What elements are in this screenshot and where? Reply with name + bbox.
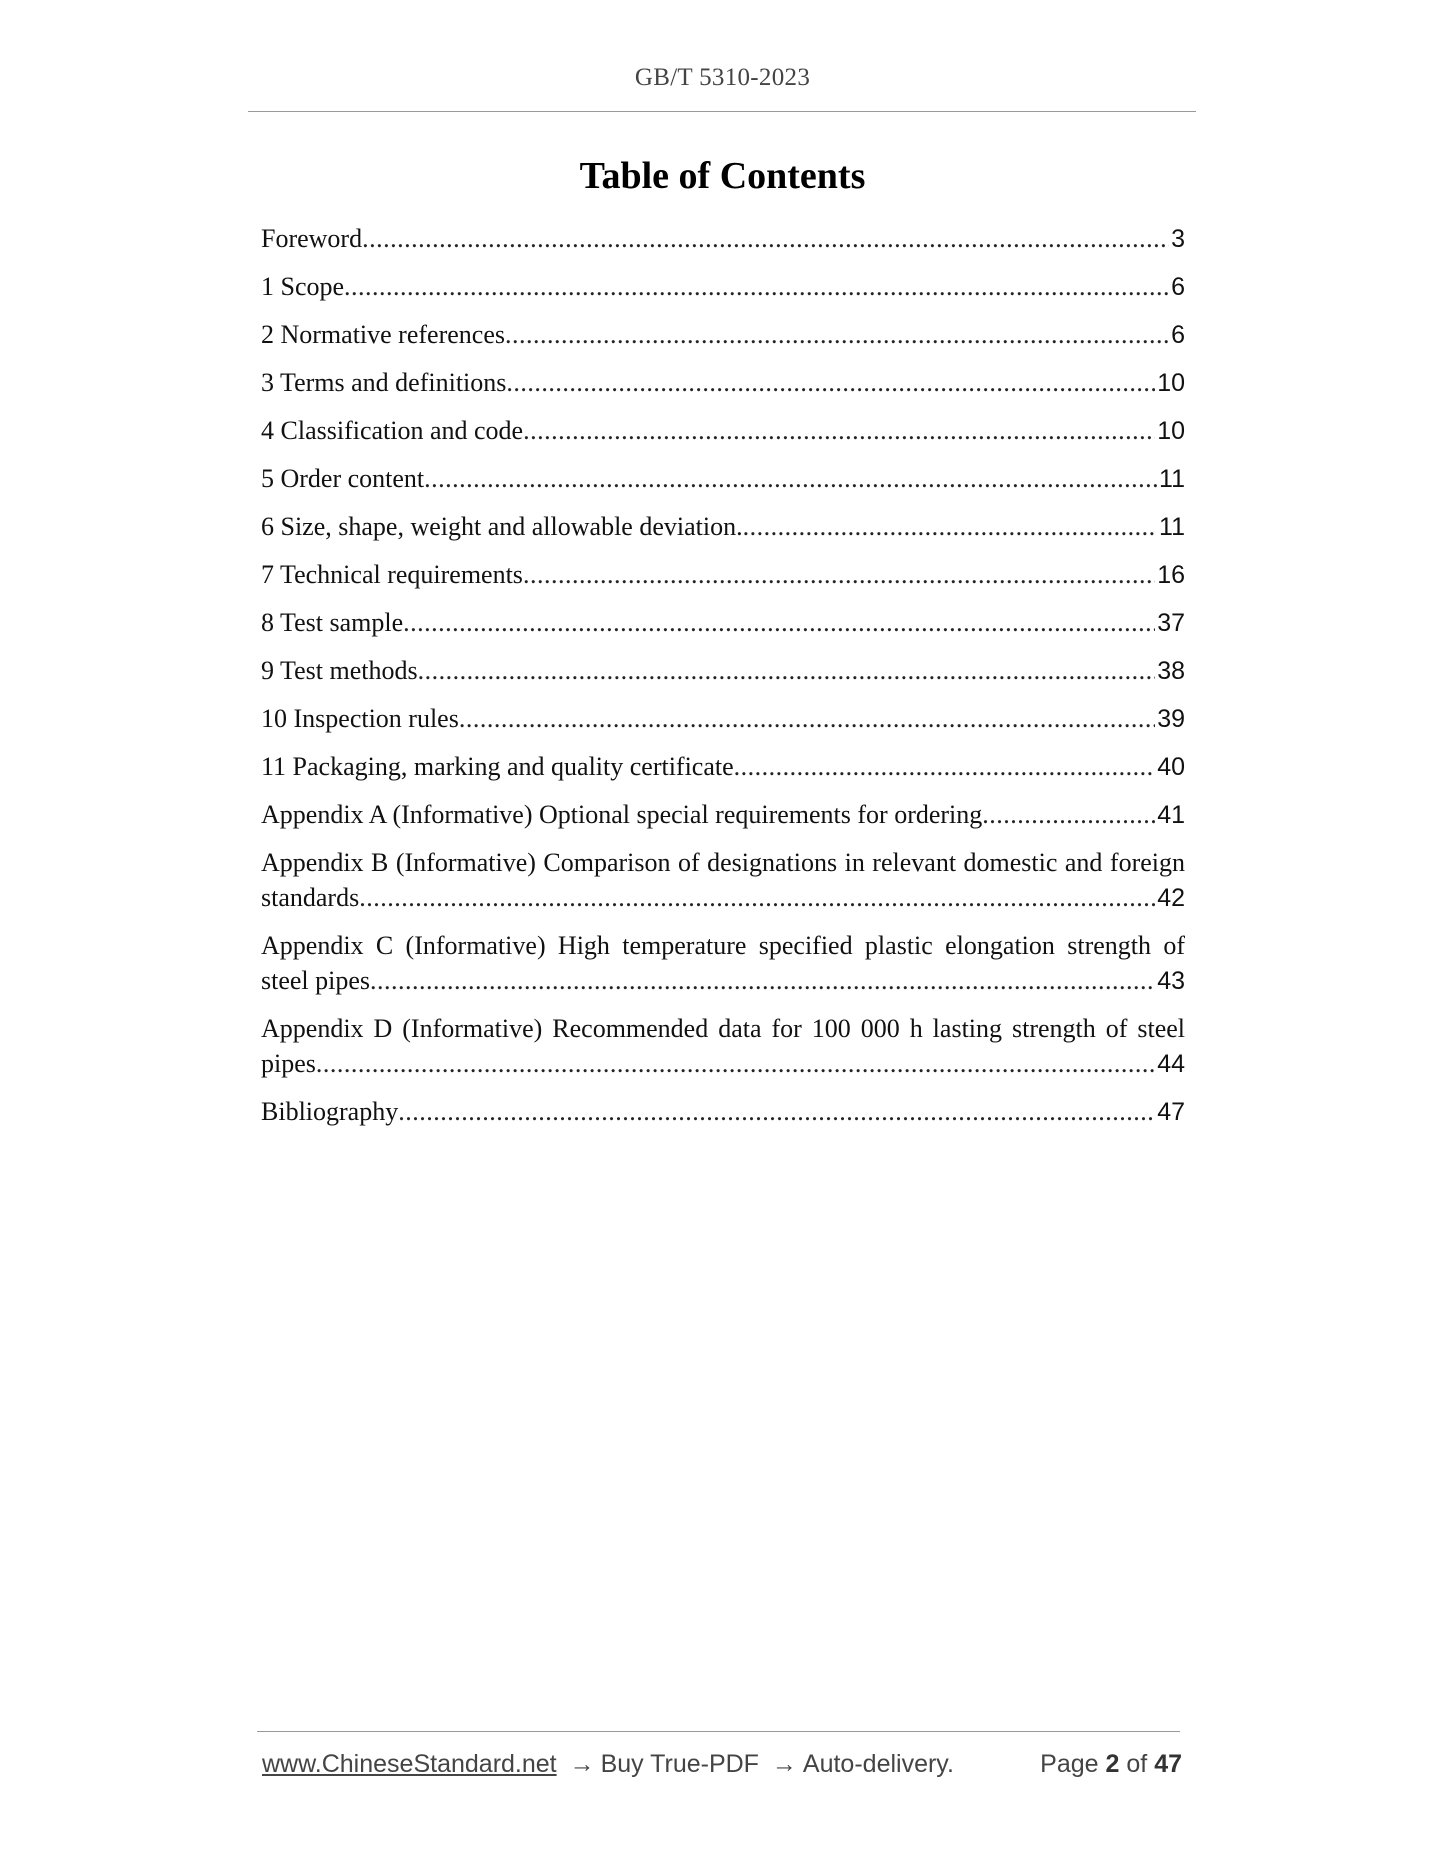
toc-entry-appendix-a[interactable] [261, 797, 1185, 832]
toc-entry-page: 6 [1171, 321, 1185, 349]
total-pages: 47 [1154, 1750, 1182, 1778]
running-header: GB/T 5310-2023 [634, 64, 811, 91]
dot-leader [505, 317, 1169, 352]
dot-leader [459, 701, 1155, 736]
site-link[interactable]: www.ChineseStandard.net [262, 1750, 557, 1778]
toc-entry-page: 16 [1157, 561, 1185, 589]
toc-entry-page: 44 [1157, 1050, 1185, 1078]
header-divider [248, 111, 1196, 112]
current-page: 2 [1105, 1750, 1120, 1778]
toc-entry-page: 6 [1171, 273, 1185, 301]
page-title: Table of Contents [579, 155, 866, 197]
toc-entry-test-methods[interactable] [261, 653, 1185, 688]
toc-entry-appendix-d[interactable] [261, 1011, 1185, 1081]
toc-entry-label: 3 Terms and definitions [261, 368, 507, 397]
dot-leader [359, 880, 1155, 915]
dot-leader [344, 269, 1169, 304]
toc-entry-page: 43 [1157, 967, 1185, 995]
dot-leader [418, 653, 1156, 688]
toc-entry-size-shape-weight[interactable] [261, 509, 1185, 544]
toc-entry-page: 39 [1157, 705, 1185, 733]
toc-entry-label: Foreword [261, 224, 363, 253]
toc-entry-page: 38 [1157, 657, 1185, 685]
page-indicator [1040, 1750, 1182, 1779]
footer-divider [257, 1731, 1180, 1732]
toc-entry-label-line2: pipes [261, 1049, 316, 1078]
toc-entry-label: 8 Test sample [261, 608, 404, 637]
toc-entry-page: 10 [1157, 369, 1185, 397]
dot-leader [743, 509, 1157, 544]
toc-entry-inspection-rules[interactable] [261, 701, 1185, 736]
toc-entry-page: 3 [1171, 225, 1185, 253]
delivery-text: Auto-delivery. [802, 1750, 954, 1778]
toc-entry-page: 10 [1157, 417, 1185, 445]
toc-entry-label-line1: Appendix B (Informative) Comparison of designations in relevant domestic and foreign [261, 848, 1185, 877]
toc-entry-label: 10 Inspection rules [261, 704, 459, 733]
toc-entry-label: Bibliography [261, 1097, 399, 1126]
toc-entry-label-line2: standards [261, 883, 360, 912]
toc-entry-page: 11 [1159, 465, 1185, 493]
toc-entry-label: 2 Normative references [261, 320, 505, 349]
toc-entry-label-line2: steel pipes [261, 966, 371, 995]
toc-entry-bibliography[interactable] [261, 1094, 1185, 1129]
buy-text: Buy True-PDF [600, 1750, 759, 1778]
toc-entry-scope[interactable] [261, 269, 1185, 304]
toc-entry-label: 7 Technical requirements [261, 560, 523, 589]
table-of-contents [261, 221, 1185, 1142]
toc-entry-label: 11 Packaging, marking and quality certificate [261, 752, 734, 781]
toc-entry-label: 5 Order content [261, 464, 425, 493]
toc-entry-label: 4 Classification and code [261, 416, 524, 445]
dot-leader [370, 963, 1155, 998]
toc-entry-terms-and-definitions[interactable] [261, 365, 1185, 400]
toc-entry-foreword[interactable] [261, 221, 1185, 256]
toc-entry-packaging-marking[interactable] [261, 749, 1185, 784]
arrow-right-icon: → [569, 1750, 595, 1778]
dot-leader [316, 1046, 1155, 1081]
dot-leader [506, 365, 1155, 400]
of-word: of [1126, 1750, 1148, 1778]
toc-entry-normative-references[interactable] [261, 317, 1185, 352]
toc-entry-page: 41 [1157, 801, 1185, 829]
toc-entry-page: 40 [1157, 753, 1185, 781]
toc-entry-label-line1: Appendix C (Informative) High temperature specified plastic elongation strength of [261, 931, 1185, 960]
toc-entry-page: 42 [1157, 884, 1185, 912]
toc-entry-page: 11 [1159, 513, 1185, 541]
toc-entry-appendix-c[interactable] [261, 928, 1185, 998]
dot-leader [523, 413, 1155, 448]
dot-leader [424, 461, 1157, 496]
arrow-right-icon: → [771, 1750, 797, 1778]
footer-promo [262, 1750, 954, 1779]
toc-entry-page: 37 [1157, 609, 1185, 637]
dot-leader [398, 1094, 1155, 1129]
toc-entry-classification-and-code[interactable] [261, 413, 1185, 448]
toc-entry-label-line1: Appendix D (Informative) Recommended data for 100 000 h lasting strength of steel [261, 1014, 1185, 1043]
toc-entry-label: Appendix A (Informative) Optional special requirements for ordering [261, 800, 983, 829]
dot-leader [362, 221, 1169, 256]
page-footer [262, 1750, 1182, 1779]
dot-leader [734, 749, 1156, 784]
toc-entry-page: 47 [1157, 1098, 1185, 1126]
toc-entry-order-content[interactable] [261, 461, 1185, 496]
toc-entry-appendix-b[interactable] [261, 845, 1185, 915]
dot-leader [982, 797, 1155, 832]
dot-leader [403, 605, 1155, 640]
toc-entry-technical-requirements[interactable] [261, 557, 1185, 592]
dot-leader [523, 557, 1155, 592]
toc-entry-label: 9 Test methods [261, 656, 418, 685]
page-word: Page [1040, 1750, 1099, 1778]
toc-entry-label: 1 Scope [261, 272, 345, 301]
toc-entry-label: 6 Size, shape, weight and allowable deviation. [261, 512, 743, 541]
toc-entry-test-sample[interactable] [261, 605, 1185, 640]
